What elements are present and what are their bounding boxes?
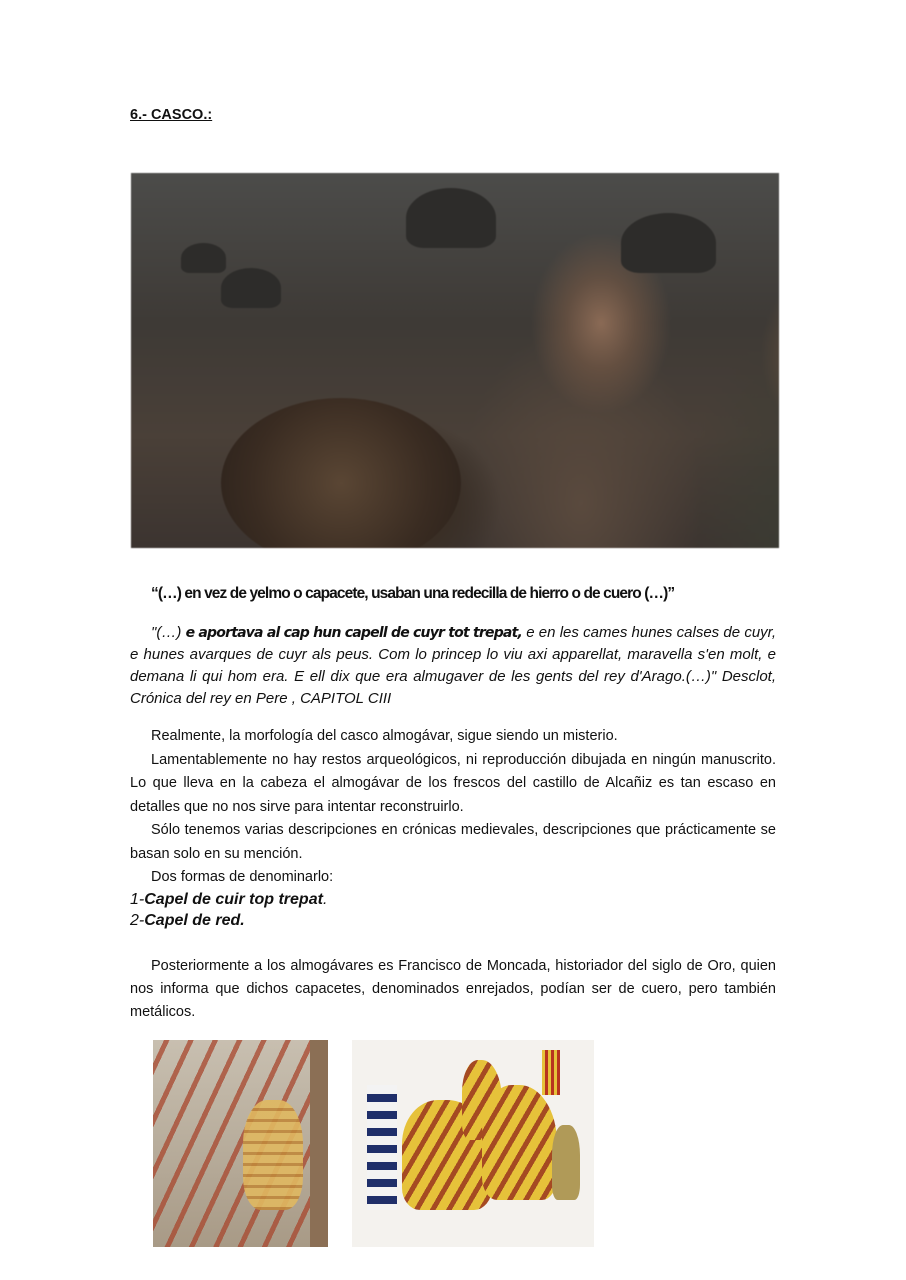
fresco-tower: [310, 1040, 328, 1247]
paragraph: Lamentablemente no hay restos arqueológicos, ni reproducción dibujada en ningún manuscrito. Lo que lleva en la cabeza el almogávar de los frescos del castillo de Alcañiz es tan escaso en detalles que no nos sirve para intentar reconstruirlo.: [130, 751, 776, 815]
quote-bold-phrase: e aportava al cap hun capell de cuyr tot trepat,: [185, 625, 522, 641]
quote-open: "(…): [151, 624, 186, 641]
paragraph: Dos formas de denominarlo:: [151, 869, 334, 885]
blue-caparison: [367, 1085, 397, 1210]
list-item: [130, 910, 327, 931]
quote-rest: e en les cames hunes calses de cuyr, e hunes avarques de cuyr als peus. Com lo princep lo viu axi apparellat, maravella s'en molt, e demana li qui hom era. E ell dix que era almugaver de les gents del rey d'Arago.(…)" Desclot, Crónica del rey en Pere , CAPITOL CIII: [130, 624, 777, 707]
alcaniz-fresco-image: [153, 1040, 328, 1247]
paragraph: Posteriormente a los almogávares es Francisco de Moncada, historiador del siglo de Oro, quien nos informa que dichos capacetes, denominados enrejados, podían ser de cuero, pero también metálicos.: [130, 958, 776, 1020]
section-heading: 6.- CASCO.:: [130, 107, 213, 123]
list-number: 1-: [130, 891, 145, 908]
helmet-shape: [181, 243, 226, 273]
striped-horse: [482, 1085, 557, 1200]
spanish-quote: “(…) en vez de yelmo o capacete, usaban una redecilla de hierro o de cuero (…)”: [151, 585, 675, 602]
shield-shape: [221, 398, 461, 548]
final-paragraph: [130, 955, 776, 1024]
fresco-figure: [243, 1100, 303, 1210]
list-number: 2-: [130, 912, 145, 929]
paragraph: Sólo tenemos varias descripciones en crónicas medievales, descripciones que prácticamente se basan solo en su mención.: [130, 822, 776, 862]
almogavar-soldiers-photo: [131, 173, 779, 548]
helmet-shape: [621, 213, 716, 273]
list-item: [130, 889, 327, 910]
list-term: Capel de cuir top trepat: [144, 891, 323, 908]
list-tail: .: [322, 891, 328, 908]
helmet-shape: [221, 268, 281, 308]
list-term: Capel de red.: [144, 912, 245, 929]
body-paragraphs: [130, 725, 776, 890]
catalan-quote: [130, 622, 776, 710]
foot-soldier: [552, 1125, 580, 1200]
paragraph: Realmente, la morfología del casco almogávar, sigue siendo un misterio.: [151, 728, 618, 744]
banner-flag: [542, 1050, 560, 1095]
helmet-names-list: [130, 889, 327, 931]
knights-illustration-image: [352, 1040, 594, 1247]
helmet-shape: [406, 188, 496, 248]
